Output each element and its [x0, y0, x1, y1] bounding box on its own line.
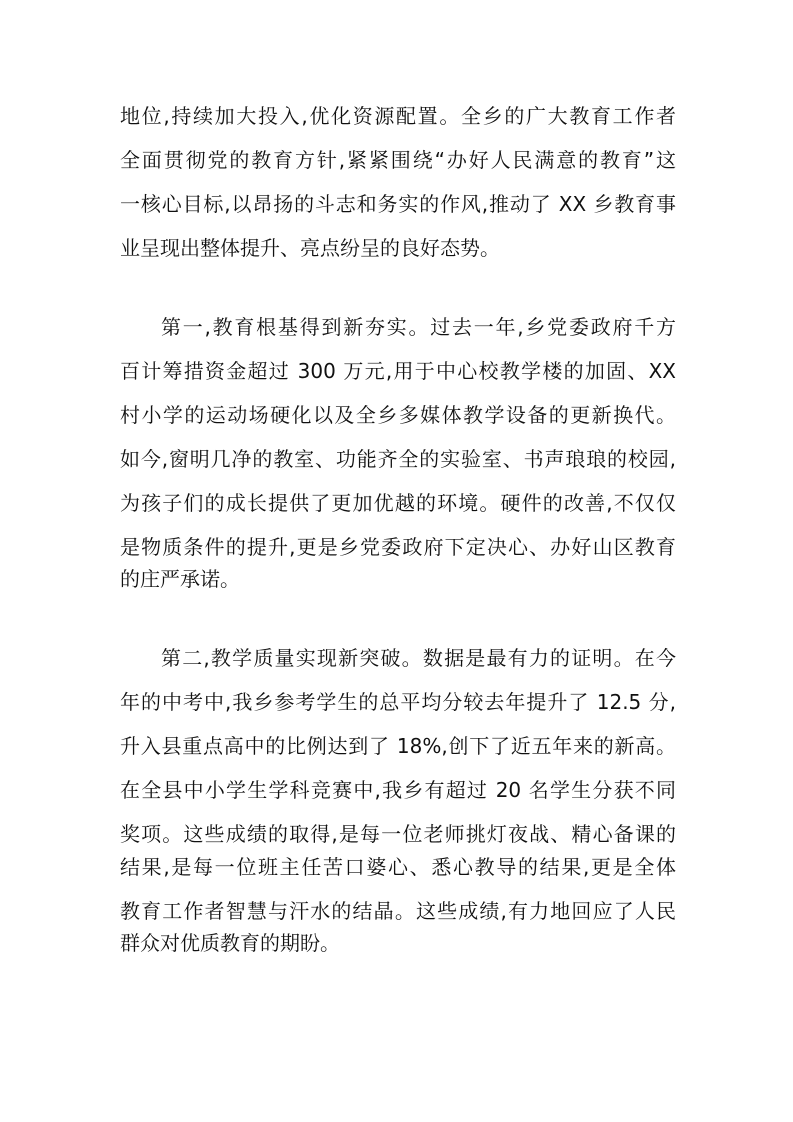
paragraph-line: 奖项。这些成绩的取得,是每一位老师挑灯夜战、精心备课的 [120, 822, 676, 846]
paragraph-line: 为孩子们的成长提供了更加优越的环境。硬件的改善,不仅仅 [120, 491, 676, 515]
paragraph-line: 结果,是每一位班主任苦口婆心、悉心教导的结果,更是全体 [120, 855, 676, 879]
paragraph-line: 业呈现出整体提升、亮点纷呈的良好态势。 [120, 236, 500, 260]
paragraph-line: 在全县中小学生学科竞赛中,我乡有超过 20 名学生分获不同 [120, 778, 676, 802]
paragraph-line: 村小学的运动场硬化以及全乡多媒体教学设备的更新换代。 [120, 403, 676, 427]
paragraph-line: 是物质条件的提升,更是乡党委政府下定决心、办好山区教育 [120, 535, 676, 559]
paragraph-line: 如今,窗明几净的教室、功能齐全的实验室、书声琅琅的校园, [120, 447, 676, 471]
paragraph-line: 教育工作者智慧与汗水的结晶。这些成绩,有力地回应了人民 [120, 899, 676, 923]
paragraph-line: 第一,教育根基得到新夯实。过去一年,乡党委政府千方 [161, 315, 676, 339]
paragraph-line: 的庄严承诺。 [120, 567, 240, 591]
paragraph-line: 群众对优质教育的期盼。 [120, 931, 340, 955]
paragraph-line: 一核心目标,以昂扬的斗志和务实的作风,推动了 XX 乡教育事 [120, 192, 676, 216]
paragraph-line: 地位,持续加大投入,优化资源配置。全乡的广大教育工作者 [120, 104, 676, 128]
paragraph-line: 第二,教学质量实现新突破。数据是最有力的证明。在今 [161, 646, 676, 670]
paragraph-line: 百计筹措资金超过 300 万元,用于中心校教学楼的加固、XX [120, 359, 676, 383]
paragraph-line: 年的中考中,我乡参考学生的总平均分较去年提升了 12.5 分, [120, 690, 676, 714]
paragraph-line: 全面贯彻党的教育方针,紧紧围绕“办好人民满意的教育”这 [120, 148, 676, 172]
paragraph-line: 升入县重点高中的比例达到了 18%,创下了近五年来的新高。 [120, 734, 676, 758]
